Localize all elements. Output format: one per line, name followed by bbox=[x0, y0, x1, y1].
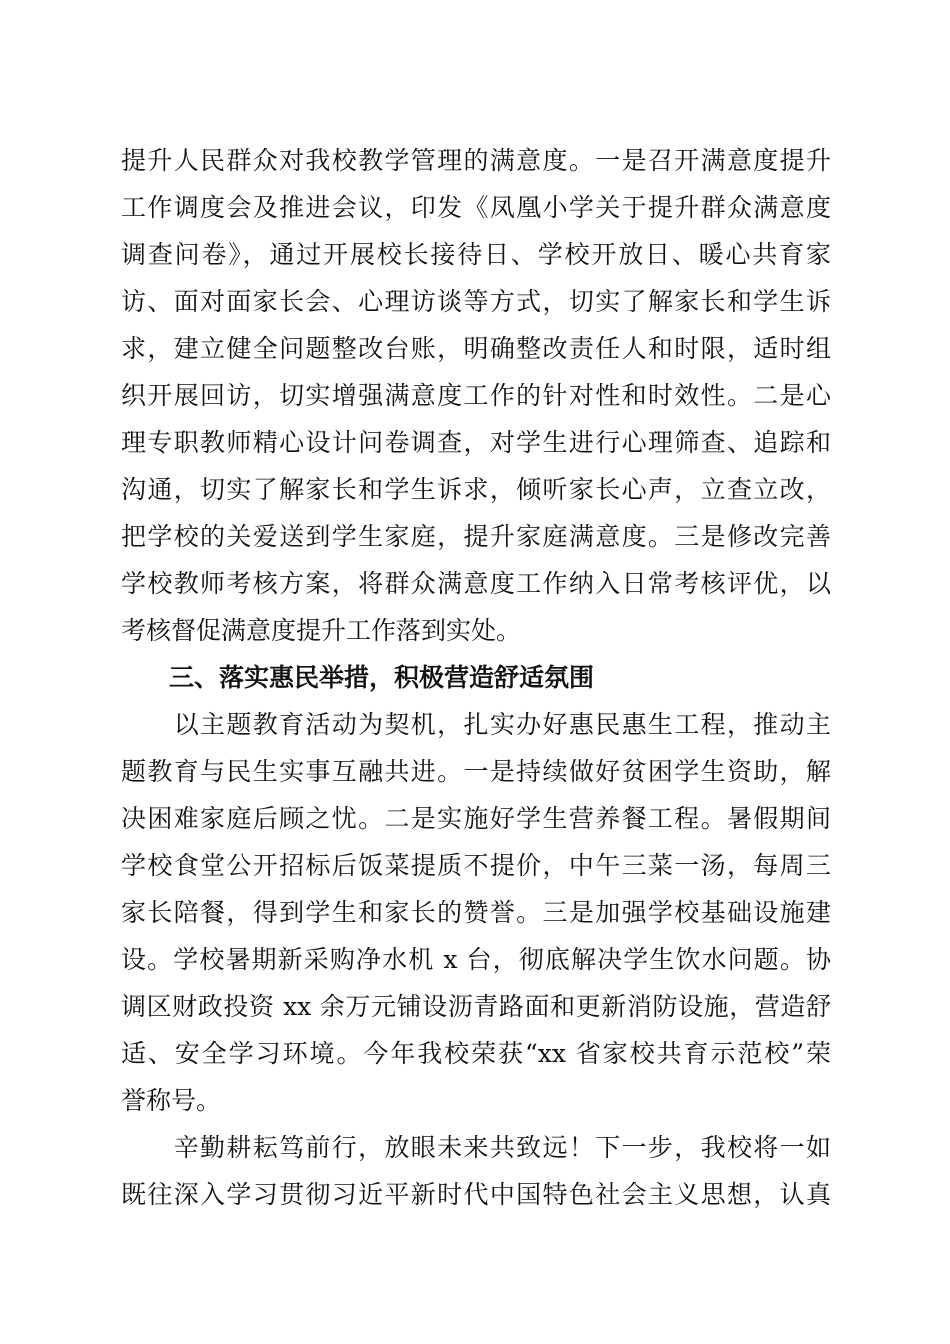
text-line: 适、安全学习环境。今年我校荣获“xx 省家校共育示范校”荣 bbox=[121, 1039, 831, 1068]
text-line: 既往深入学习贯彻习近平新时代中国特色社会主义思想，认真 bbox=[121, 1180, 831, 1209]
text-line: 把学校的关爱送到学生家庭，提升家庭满意度。三是修改完善 bbox=[121, 522, 831, 551]
text-line: 求，建立健全问题整改台账，明确整改责任人和时限，适时组 bbox=[121, 334, 831, 363]
text-line: 学校食堂公开招标后饭菜提质不提价，中午三菜一汤，每周三 bbox=[121, 851, 831, 880]
text-line: 提升人民群众对我校教学管理的满意度。一是召开满意度提升 bbox=[121, 146, 831, 175]
section-heading: 三、落实惠民举措，积极营造舒适氛围 bbox=[169, 663, 595, 692]
text-line: 沟通，切实了解家长和学生诉求，倾听家长心声，立查立改， bbox=[121, 475, 831, 504]
text-line: 学校教师考核方案，将群众满意度工作纳入日常考核评优，以 bbox=[121, 569, 831, 598]
text-line: 工作调度会及推进会议，印发《凤凰小学关于提升群众满意度 bbox=[121, 193, 831, 222]
text-line: 织开展回访，切实增强满意度工作的针对性和时效性。二是心 bbox=[121, 381, 831, 410]
text-line: 家长陪餐，得到学生和家长的赞誉。三是加强学校基础设施建 bbox=[121, 898, 831, 927]
text-line: 考核督促满意度提升工作落到实处。 bbox=[121, 616, 522, 645]
text-line: 设。学校暑期新采购净水机 x 台，彻底解决学生饮水问题。协 bbox=[121, 945, 831, 974]
text-line: 调区财政投资 xx 余万元铺设沥青路面和更新消防设施，营造舒 bbox=[121, 992, 831, 1021]
text-line: 誉称号。 bbox=[121, 1086, 222, 1115]
text-line: 以主题教育活动为契机，扎实办好惠民惠生工程，推动主 bbox=[121, 710, 831, 739]
text-line: 题教育与民生实事互融共进。一是持续做好贫困学生资助，解 bbox=[121, 757, 831, 786]
text-line: 辛勤耕耘笃前行，放眼未来共致远！下一步，我校将一如 bbox=[121, 1133, 831, 1162]
text-line: 理专职教师精心设计问卷调查，对学生进行心理筛查、追踪和 bbox=[121, 428, 831, 457]
text-line: 调查问卷》，通过开展校长接待日、学校开放日、暖心共育家 bbox=[121, 240, 831, 269]
text-line: 决困难家庭后顾之忧。二是实施好学生营养餐工程。暑假期间 bbox=[121, 804, 831, 833]
text-line: 访、面对面家长会、心理访谈等方式，切实了解家长和学生诉 bbox=[121, 287, 831, 316]
